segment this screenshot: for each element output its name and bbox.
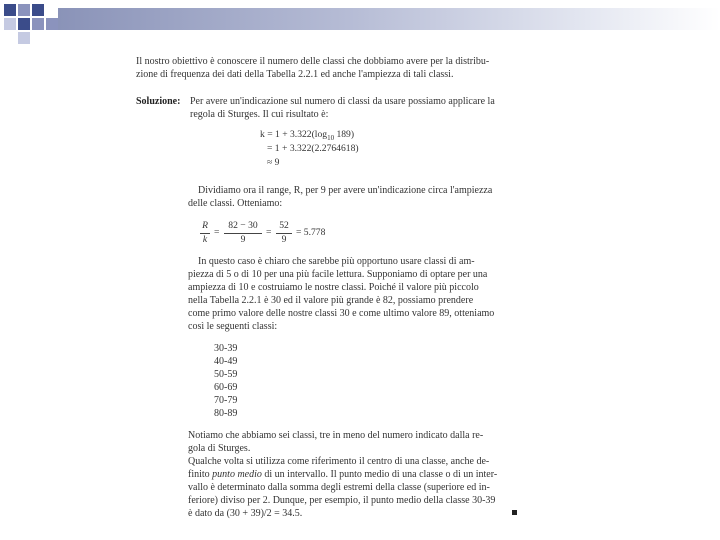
notes-line: Qualche volta si utilizza come riferimento il centro di una classe, anche de- [188, 456, 490, 467]
divide-line: Dividiamo ora il range, R, per 9 per avere un'indicazione circa l'ampiezza [198, 185, 493, 196]
choice-line: come primo valore delle nostre classi 30 e come ultimo valore 89, otteniamo [188, 308, 495, 319]
decor-square-icon [32, 18, 44, 30]
class-item: 50-59 [214, 369, 238, 380]
choice-line: In questo caso è chiaro che sarebbe più opportuno usare classi di am- [198, 256, 475, 267]
formula-result: = 5.778 [296, 227, 326, 238]
notes-line [188, 469, 497, 481]
notes-text: finito [188, 469, 213, 480]
divide-line: delle classi. Otteniamo: [188, 198, 283, 209]
sturges-eq1-left: k = 1 + 3.322(log [260, 129, 328, 140]
decor-square-icon [32, 4, 44, 16]
choice-line: piezza di 5 o di 10 per una più facile lettura. Supponiamo di optare per una [188, 269, 488, 280]
notes-line: feriore) diviso per 2. Dunque, per esempio, il punto medio della classe 30-39 [188, 495, 496, 506]
solution-line: regola di Sturges. Il cui risultato è: [190, 109, 329, 120]
decor-square-icon [18, 32, 30, 44]
choice-line: così le seguenti classi: [188, 321, 278, 332]
class-item: 30-39 [214, 343, 238, 354]
sturges-equation: = 1 + 3.322(2.2764618) [267, 143, 359, 154]
class-item: 70-79 [214, 395, 238, 406]
formula-denominator: 9 [240, 234, 246, 245]
sturges-eq1-sub: 10 [327, 133, 335, 142]
formula-numerator: 52 [279, 220, 289, 231]
class-item: 60-69 [214, 382, 238, 393]
formula-denominator: 9 [281, 234, 287, 245]
formula-numerator: R [202, 220, 208, 231]
decor-square-icon [46, 18, 58, 30]
notes-emphasis: punto medio [212, 469, 262, 480]
solution-label: Soluzione: [136, 96, 181, 107]
decor-square-icon [18, 4, 30, 16]
notes-line: è dato da (30 + 39)/2 = 34.5. [188, 508, 303, 519]
solution-line: Per avere un'indicazione sul numero di classi da usare possiamo applicare la [190, 96, 495, 107]
intro-line: zione di frequenza dei dati della Tabella 2.2.1 ed anche l'ampiezza di tali classi. [136, 69, 454, 80]
notes-line: gola di Sturges. [188, 443, 251, 454]
notes-line: Notiamo che abbiamo sei classi, tre in meno del numero indicato dalla re- [188, 430, 484, 441]
slide-decoration [0, 0, 720, 40]
formula-equals: = [214, 227, 220, 238]
formula-equals: = [266, 227, 272, 238]
end-of-proof-icon [512, 510, 517, 515]
formula-denominator: k [202, 234, 208, 245]
sturges-equation: ≈ 9 [267, 157, 280, 168]
class-item: 40-49 [214, 356, 238, 367]
decor-square-icon [4, 18, 16, 30]
notes-line: vallo è determinato dalla somma degli estremi della classe (superiore ed in- [188, 482, 490, 493]
choice-line: nella Tabella 2.2.1 è 30 ed il valore più grande è 82, possiamo prendere [188, 295, 474, 306]
choice-line: ampiezza di 10 e costruiamo le nostre classi. Poiché il valore più piccolo [188, 282, 479, 293]
formula-numerator: 82 − 30 [228, 220, 258, 231]
notes-text: di un intervallo. Il punto medio di una classe o di un inter- [261, 469, 498, 480]
decor-square-icon [18, 18, 30, 30]
top-gradient-band [58, 8, 720, 30]
scanned-page [136, 52, 526, 532]
decor-square-icon [4, 4, 16, 16]
class-item: 80-89 [214, 408, 238, 419]
intro-line: Il nostro obiettivo è conoscere il numero delle classi che dobbiamo avere per la distribu- [136, 56, 490, 67]
sturges-eq1-right: 189) [334, 129, 355, 140]
